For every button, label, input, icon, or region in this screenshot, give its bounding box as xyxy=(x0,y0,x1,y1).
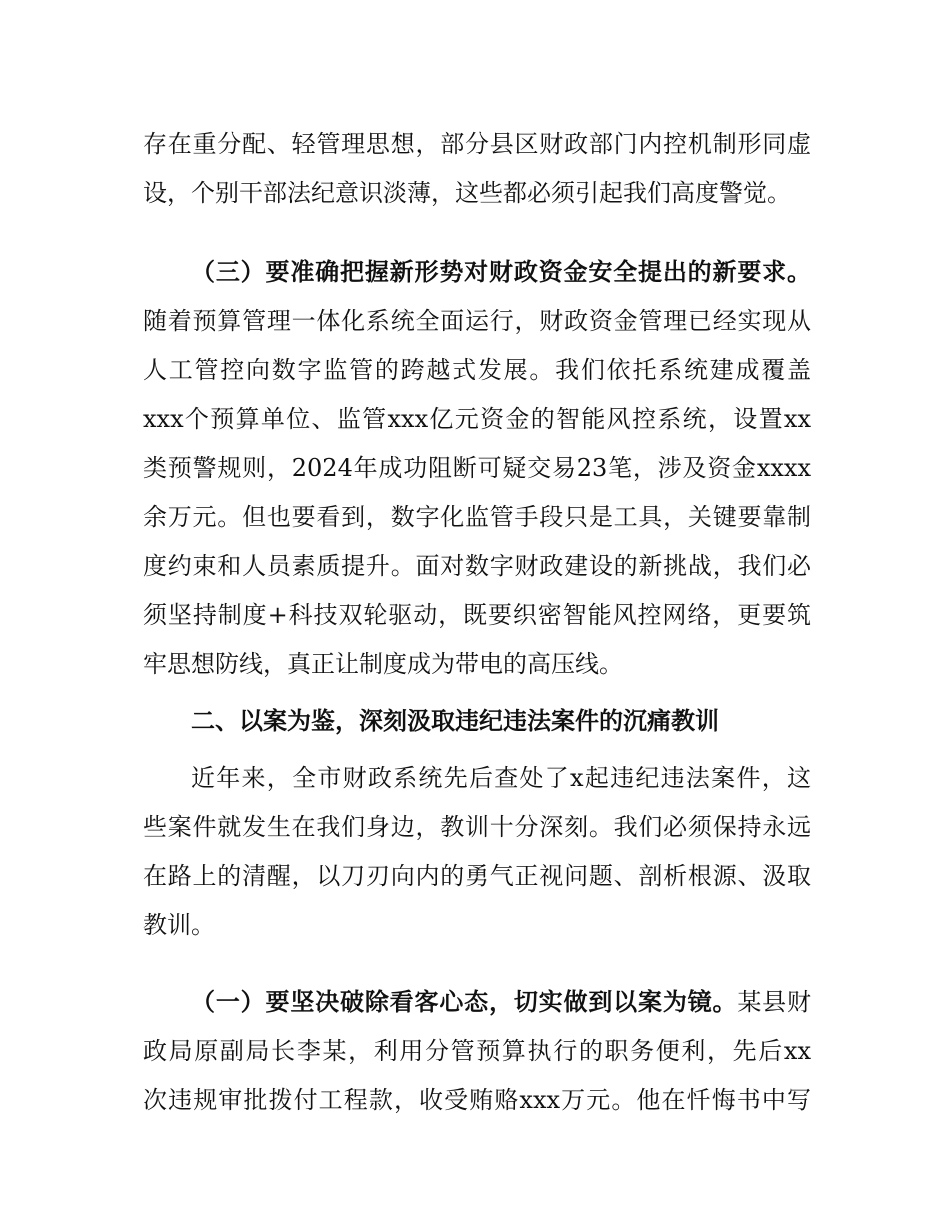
section-subheading: （三）要准确把握新形势对财政资金安全提出的新要求。 xyxy=(191,258,811,286)
paragraph-line: 人工管控向数字监管的跨越式发展。我们依托系统建成覆盖 xyxy=(143,356,811,384)
paragraph-line: 设，个别干部法纪意识淡薄，这些都必须引起我们高度警觉。 xyxy=(143,179,791,207)
paragraph-line: 教训。 xyxy=(143,911,215,939)
paragraph-line: 余万元。但也要看到，数字化监管手段只是工具，关键要靠制 xyxy=(143,503,811,531)
paragraph-line: 度约束和人员素质提升。面对数字财政建设的新挑战，我们必 xyxy=(143,552,811,580)
paragraph-line: 须坚持制度+科技双轮驱动，既要织密智能风控网络，更要筑 xyxy=(143,601,811,629)
paragraph-line: 些案件就发生在我们身边，教训十分深刻。我们必须保持永远 xyxy=(143,813,811,841)
paragraph-line: 牢思想防线，真正让制度成为带电的高压线。 xyxy=(143,650,623,678)
paragraph-line: 存在重分配、轻管理思想，部分县区财政部门内控机制形同虚 xyxy=(143,130,811,158)
section-heading: 二、以案为鉴，深刻汲取违纪违法案件的沉痛教训 xyxy=(191,707,719,735)
paragraph-line: 近年来，全市财政系统先后查处了x起违纪违法案件，这 xyxy=(191,764,811,792)
paragraph-line: 随着预算管理一体化系统全面运行，财政资金管理已经实现从 xyxy=(143,307,811,335)
paragraph-line: xxx个预算单位、监管xxx亿元资金的智能风控系统，设置xx xyxy=(143,405,811,433)
paragraph-line: 次违规审批拨付工程款，收受贿赂xxx万元。他在忏悔书中写 xyxy=(143,1086,811,1114)
section-subheading: （一）要坚决破除看客心态，切实做到以案为镜。 xyxy=(191,988,738,1016)
paragraph-line: 政局原副局长李某，利用分管预算执行的职务便利，先后xx xyxy=(143,1037,811,1065)
paragraph-line: 类预警规则，2024年成功阻断可疑交易23笔，涉及资金xxxx xyxy=(143,454,811,482)
paragraph-first-line xyxy=(191,980,811,1024)
paragraph-line: 在路上的清醒，以刀刃向内的勇气正视问题、剖析根源、汲取 xyxy=(143,862,811,890)
paragraph-text: 某县财 xyxy=(737,988,812,1016)
